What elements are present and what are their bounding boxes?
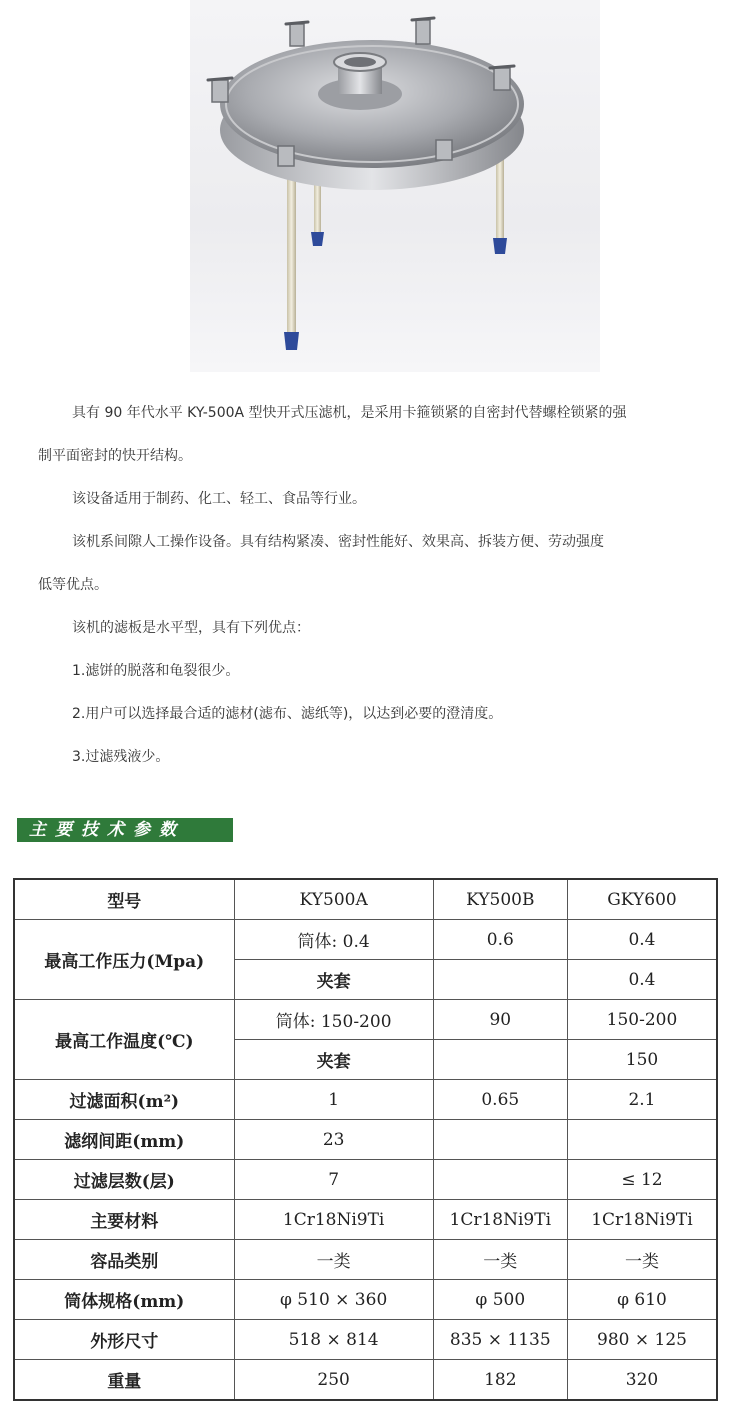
spacing-c2 <box>433 1120 567 1160</box>
area-label: 过滤面积(m²) <box>14 1080 234 1120</box>
table-row-pressure-1 <box>14 920 717 960</box>
dimensions-label: 外形尺寸 <box>14 1320 234 1360</box>
foot-front-left <box>284 332 299 350</box>
category-c3: 一类 <box>567 1240 717 1280</box>
area-c1: 1 <box>234 1080 433 1120</box>
weight-label: 重量 <box>14 1360 234 1401</box>
desc-item2: 2.用户可以选择最合适的滤材(滤布、滤纸等)，以达到必要的澄清度。 <box>72 706 503 722</box>
layers-label: 过滤层数(层) <box>14 1160 234 1200</box>
cylinder-label: 筒体规格(mm) <box>14 1280 234 1320</box>
layers-c1: 7 <box>234 1160 433 1200</box>
desc-item1: 1.滤饼的脱落和龟裂很少。 <box>72 663 240 679</box>
desc-item3: 3.过滤残液少。 <box>72 749 170 765</box>
cylinder-c1: φ 510 × 360 <box>234 1280 433 1320</box>
temperature-r2-c1: 夹套 <box>234 1040 433 1080</box>
weight-c1: 250 <box>234 1360 433 1401</box>
material-label: 主要材料 <box>14 1200 234 1240</box>
filter-press-illustration <box>190 0 600 372</box>
header-c1: KY500A <box>234 879 433 920</box>
table-row-spacing <box>14 1120 717 1160</box>
pressure-r2-c3: 0.4 <box>567 960 717 1000</box>
table-row-weight <box>14 1360 717 1401</box>
table-row-layers <box>14 1160 717 1200</box>
pressure-r1-c3: 0.4 <box>567 920 717 960</box>
category-c1: 一类 <box>234 1240 433 1280</box>
description <box>38 392 698 779</box>
dimensions-c1: 518 × 814 <box>234 1320 433 1360</box>
table-row-header <box>14 879 717 920</box>
weight-c2: 182 <box>433 1360 567 1401</box>
table-row-cylinder <box>14 1280 717 1320</box>
pressure-label: 最高工作压力(Mpa) <box>14 920 234 1000</box>
pressure-r1-c1: 筒体: 0.4 <box>234 920 433 960</box>
leg-front-left <box>287 160 296 340</box>
layers-c2 <box>433 1160 567 1200</box>
desc-para4: 该机的滤板是水平型，具有下列优点： <box>72 620 310 636</box>
desc-para3-line1: 该机系间隙人工操作设备。具有结构紧凑、密封性能好、效果高、拆装方便、劳动强度 <box>72 534 604 550</box>
pressure-r1-c2: 0.6 <box>433 920 567 960</box>
pressure-r2-c1: 夹套 <box>234 960 433 1000</box>
temperature-r1-c2: 90 <box>433 1000 567 1040</box>
product-photo <box>190 0 600 372</box>
temperature-r2-c2 <box>433 1040 567 1080</box>
material-c2: 1Cr18Ni9Ti <box>433 1200 567 1240</box>
section-title: 主要技术参数 <box>17 818 233 842</box>
desc-para1-line2: 制平面密封的快开结构。 <box>38 448 192 464</box>
spacing-c1: 23 <box>234 1120 433 1160</box>
spacing-c3 <box>567 1120 717 1160</box>
weight-c3: 320 <box>567 1360 717 1401</box>
cylinder-c3: φ 610 <box>567 1280 717 1320</box>
desc-para2: 该设备适用于制药、化工、轻工、食品等行业。 <box>72 491 366 507</box>
dimensions-c2: 835 × 1135 <box>433 1320 567 1360</box>
temperature-r2-c3: 150 <box>567 1040 717 1080</box>
material-c1: 1Cr18Ni9Ti <box>234 1200 433 1240</box>
material-c3: 1Cr18Ni9Ti <box>567 1200 717 1240</box>
table-row-dimensions <box>14 1320 717 1360</box>
desc-para1-line1: 具有 90 年代水平 KY-500A 型快开式压滤机，是采用卡箍锁紧的自密封代替螺栓锁紧的强 <box>72 405 627 421</box>
temperature-r1-c3: 150-200 <box>567 1000 717 1040</box>
foot-back-left <box>311 232 324 246</box>
area-c2: 0.65 <box>433 1080 567 1120</box>
table-row-area <box>14 1080 717 1120</box>
temperature-r1-c1: 筒体: 150-200 <box>234 1000 433 1040</box>
dimensions-c3: 980 × 125 <box>567 1320 717 1360</box>
table-row-category <box>14 1240 717 1280</box>
spec-table <box>13 878 718 1401</box>
spacing-label: 滤纲间距(mm) <box>14 1120 234 1160</box>
temperature-label: 最高工作温度(℃) <box>14 1000 234 1080</box>
category-label: 容品类别 <box>14 1240 234 1280</box>
category-c2: 一类 <box>433 1240 567 1280</box>
area-c3: 2.1 <box>567 1080 717 1120</box>
desc-para3-line2: 低等优点。 <box>38 577 108 593</box>
header-c3: GKY600 <box>567 879 717 920</box>
foot-right <box>493 238 507 254</box>
layers-c3: ≤ 12 <box>567 1160 717 1200</box>
table-row-temperature-1 <box>14 1000 717 1040</box>
pressure-r2-c2 <box>433 960 567 1000</box>
header-c2: KY500B <box>433 879 567 920</box>
header-label: 型号 <box>14 879 234 920</box>
table-row-material <box>14 1200 717 1240</box>
cylinder-c2: φ 500 <box>433 1280 567 1320</box>
